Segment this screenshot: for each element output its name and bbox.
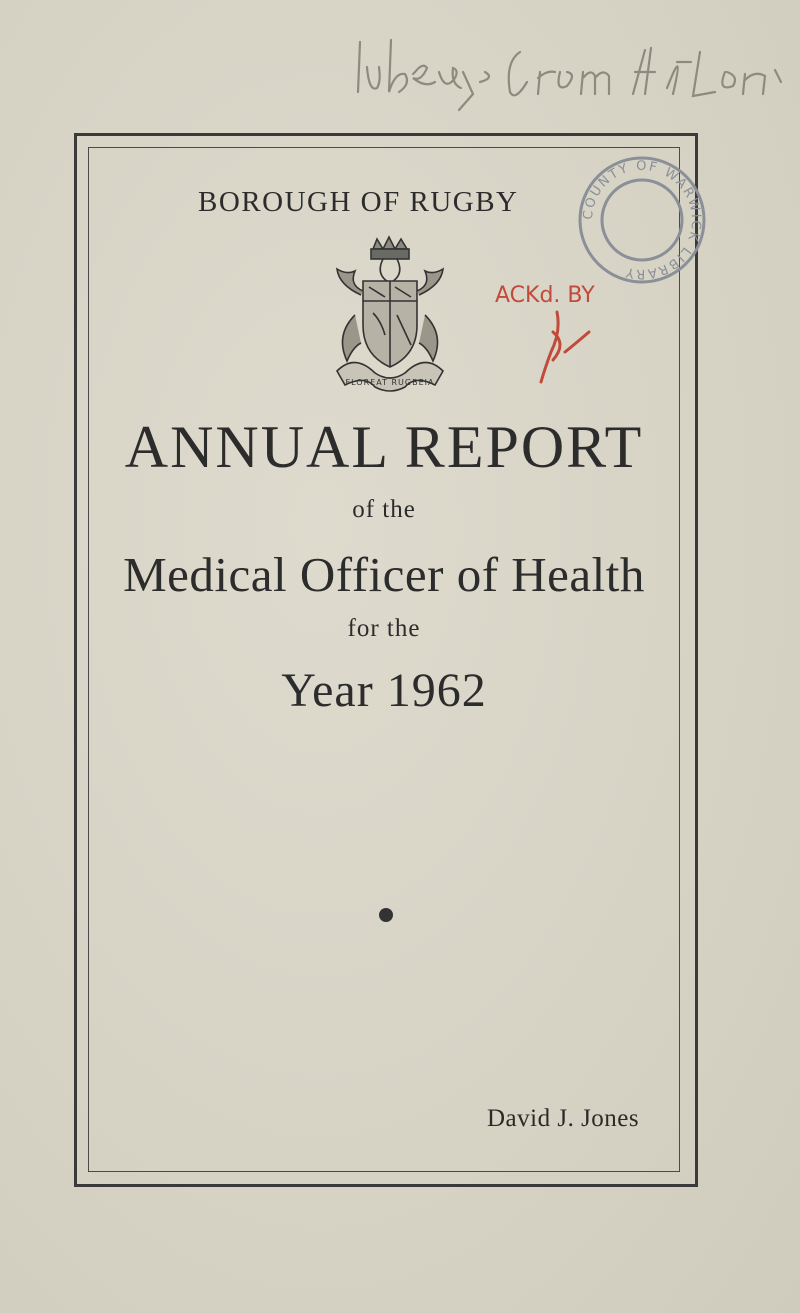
title-connector-for-the: for the xyxy=(347,615,421,642)
report-year: Year 1962 xyxy=(281,664,487,717)
svg-text:Library from MoH Offices: Library from MoH Offices xyxy=(355,22,366,23)
acknowledged-annotation xyxy=(495,272,615,402)
borough-heading: BOROUGH OF RUGBY xyxy=(198,186,519,218)
borough-coat-of-arms xyxy=(325,235,455,415)
stamp-text: COUNTY OF WARWICK LIBRARY xyxy=(580,158,704,282)
report-title: ANNUAL REPORT xyxy=(124,414,644,480)
author-name: David J. Jones xyxy=(487,1105,640,1132)
ackd-by-text: ACKd. BY xyxy=(495,283,595,308)
report-subject: Medical Officer of Health xyxy=(123,547,645,602)
handwritten-note xyxy=(355,22,795,112)
ornament-dot xyxy=(379,908,393,922)
title-connector-of-the: of the xyxy=(352,496,416,523)
crest-motto: FLOREAT RUGBEIA xyxy=(345,378,435,387)
library-stamp xyxy=(572,150,712,290)
